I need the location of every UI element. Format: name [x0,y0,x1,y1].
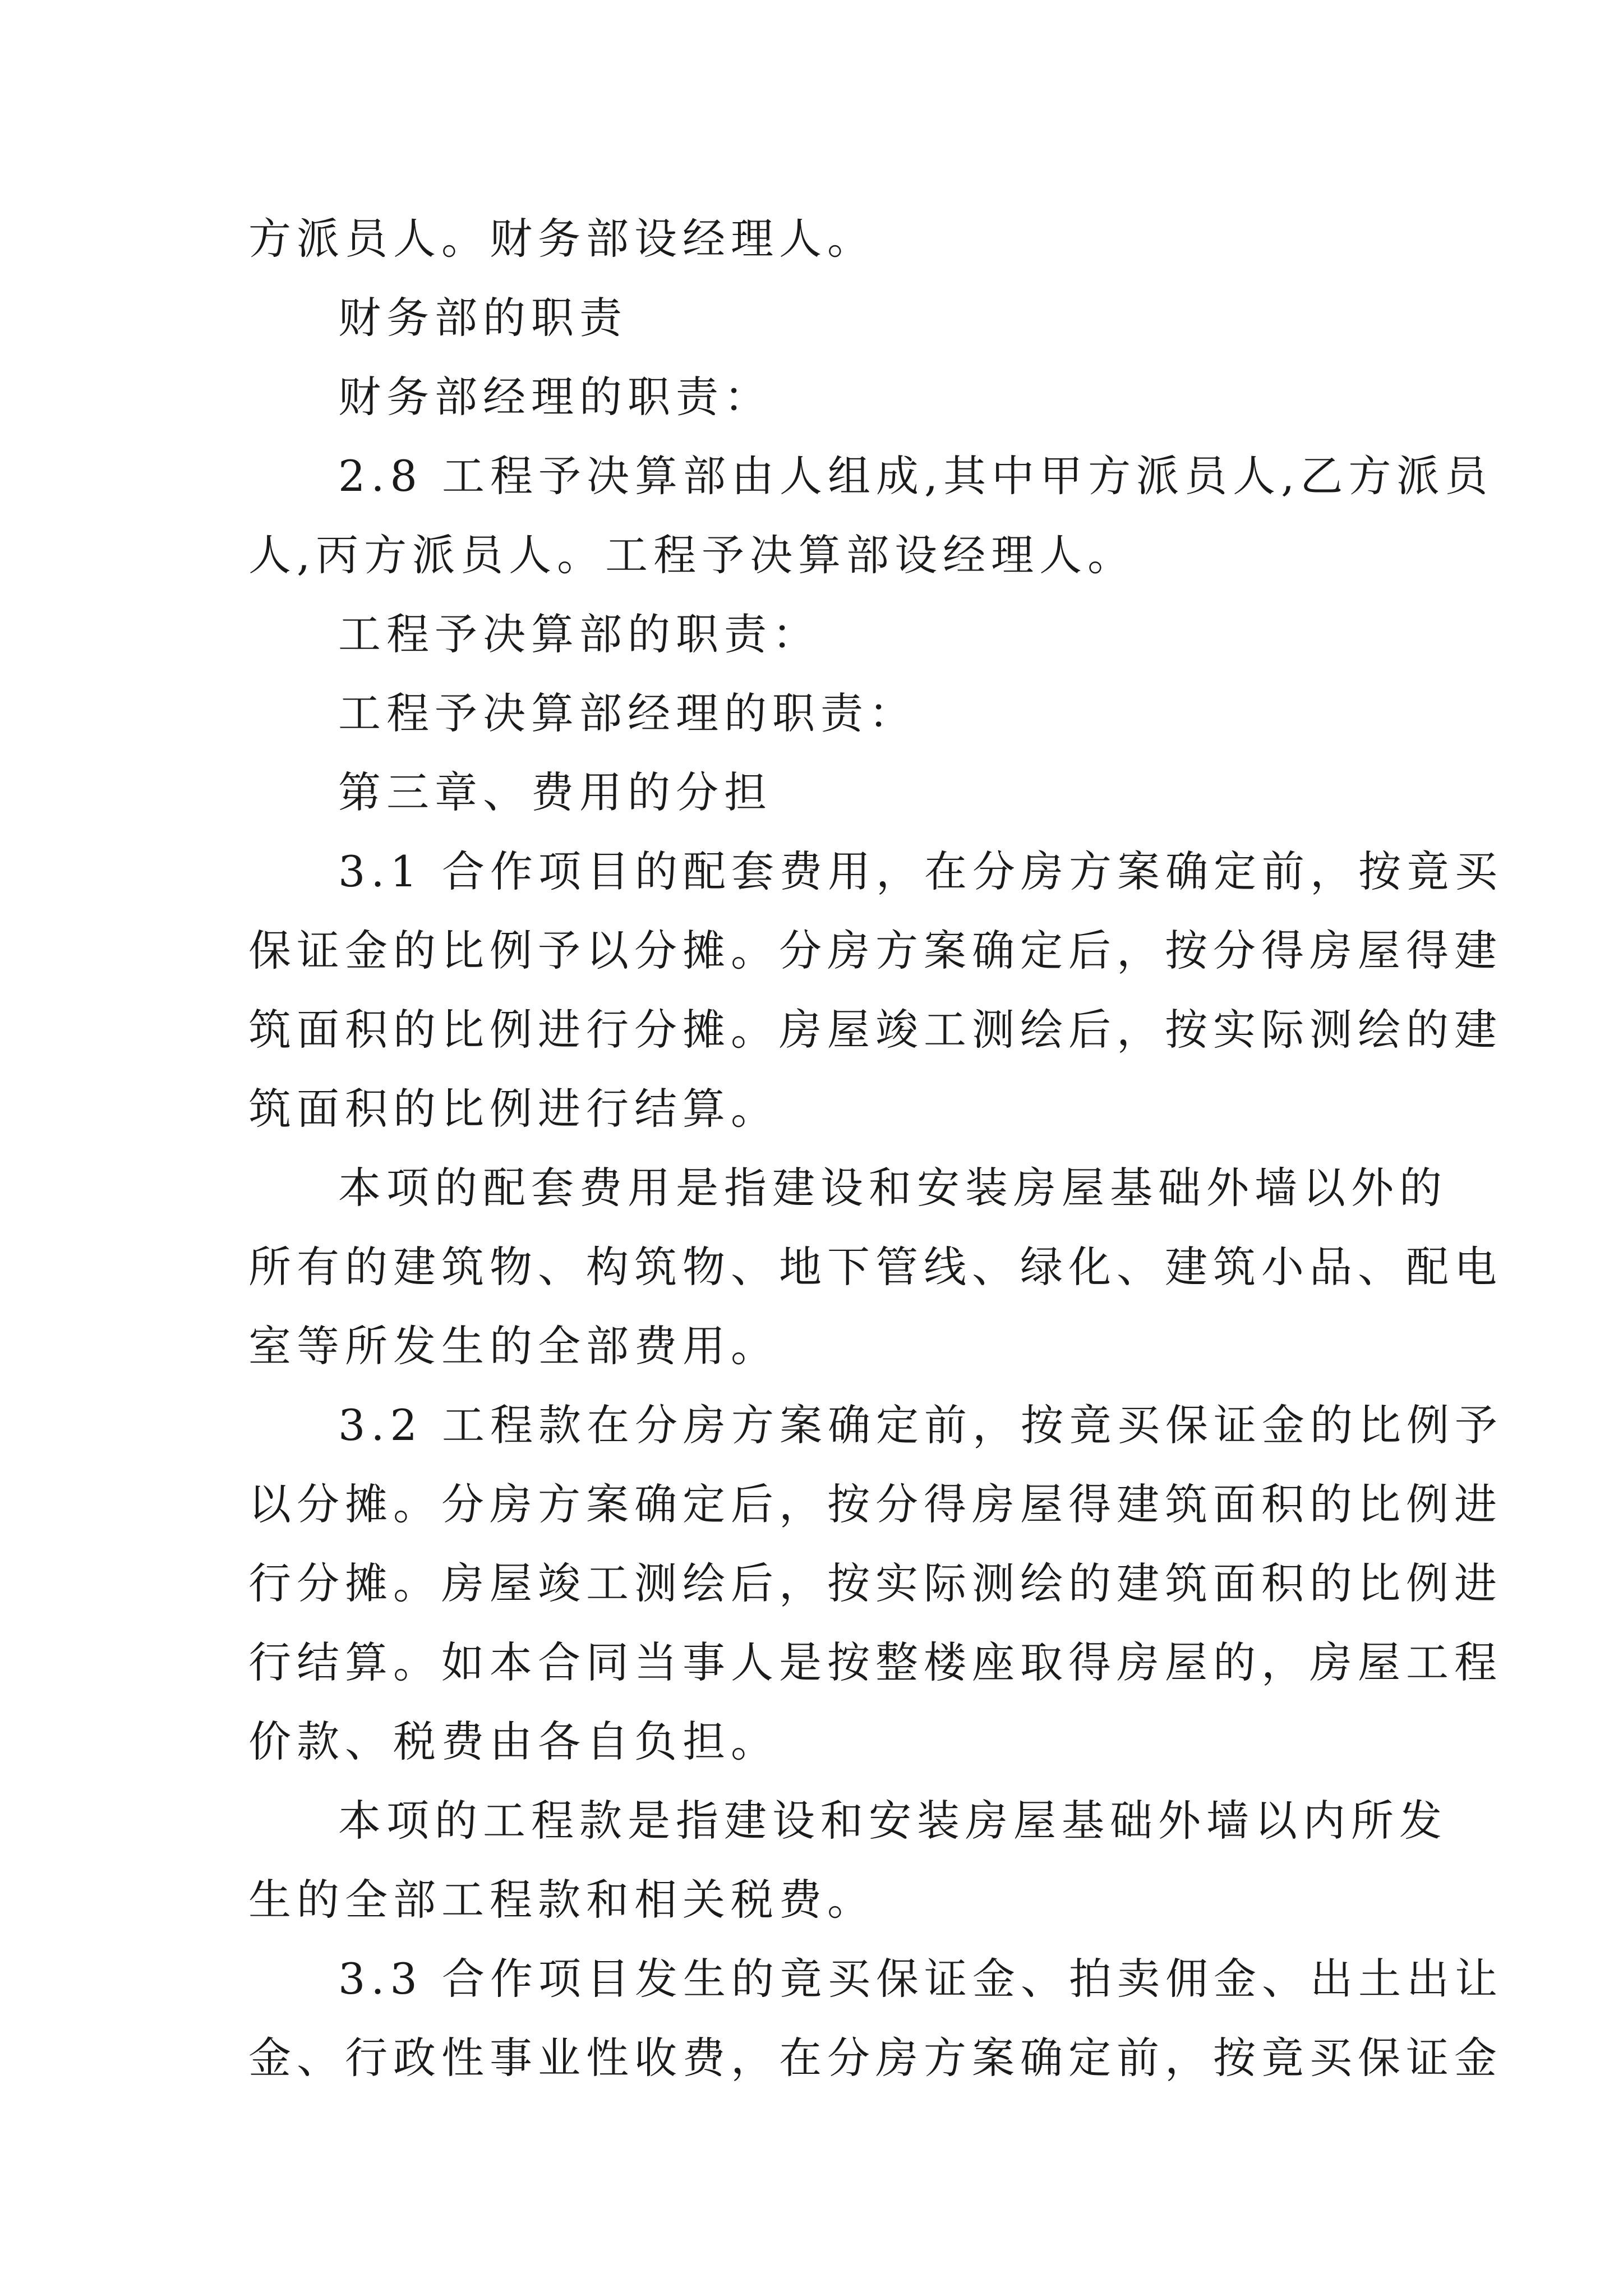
paragraph-start: 本项的工程款是指建设和安装房屋基础外墙以内所发 [338,1796,1447,1846]
clause-3-2: 3.2 工程款在分房方案确定前，按竟买保证金的比例予 [338,1400,1504,1450]
section-heading: 工程予决算部的职责： [338,609,820,659]
document-body [248,199,1504,2097]
text-line: 价款、税费由各自负担。 [248,1717,779,1766]
clause-2-8: 2.8 工程予决算部由人组成,其中甲方派员人,乙方派员 [338,451,1493,501]
text-line: 保证金的比例予以分摊。分房方案确定后，按分得房屋得建 [248,926,1502,976]
text-line: 所有的建筑物、构筑物、地下管线、绿化、建筑小品、配电 [248,1242,1502,1292]
text-line: 以分摊。分房方案确定后，按分得房屋得建筑面积的比例进 [248,1479,1502,1529]
text-line: 筑面积的比例进行分摊。房屋竣工测绘后，按实际测绘的建 [248,1005,1502,1055]
clause-3-3: 3.3 合作项目发生的竟买保证金、拍卖佣金、出土出让 [338,1954,1504,2004]
clause-3-1: 3.1 合作项目的配套费用，在分房方案确定前，按竟买 [338,846,1504,896]
section-heading: 财务部的职责 [338,293,628,343]
text-line: 筑面积的比例进行结算。 [248,1084,779,1134]
text-line: 生的全部工程款和相关税费。 [248,1875,875,1925]
text-line: 室等所发生的全部费用。 [248,1321,779,1371]
section-heading: 工程予决算部经理的职责： [338,688,917,738]
chapter-heading: 第三章、费用的分担 [338,767,772,817]
text-line: 行结算。如本合同当事人是按整楼座取得房屋的，房屋工程 [248,1637,1502,1687]
section-heading: 财务部经理的职责： [338,372,772,422]
paragraph-start: 本项的配套费用是指建设和安装房屋基础外墙以外的 [338,1163,1447,1213]
text-line: 行分摊。房屋竣工测绘后，按实际测绘的建筑面积的比例进 [248,1558,1502,1608]
text-line: 金、行政性事业性收费，在分房方案确定前，按竟买保证金 [248,2033,1502,2083]
text-line: 方派员人。财务部设经理人。 [248,214,875,264]
text-line: 人,丙方派员人。工程予决算部设经理人。 [248,530,1136,580]
